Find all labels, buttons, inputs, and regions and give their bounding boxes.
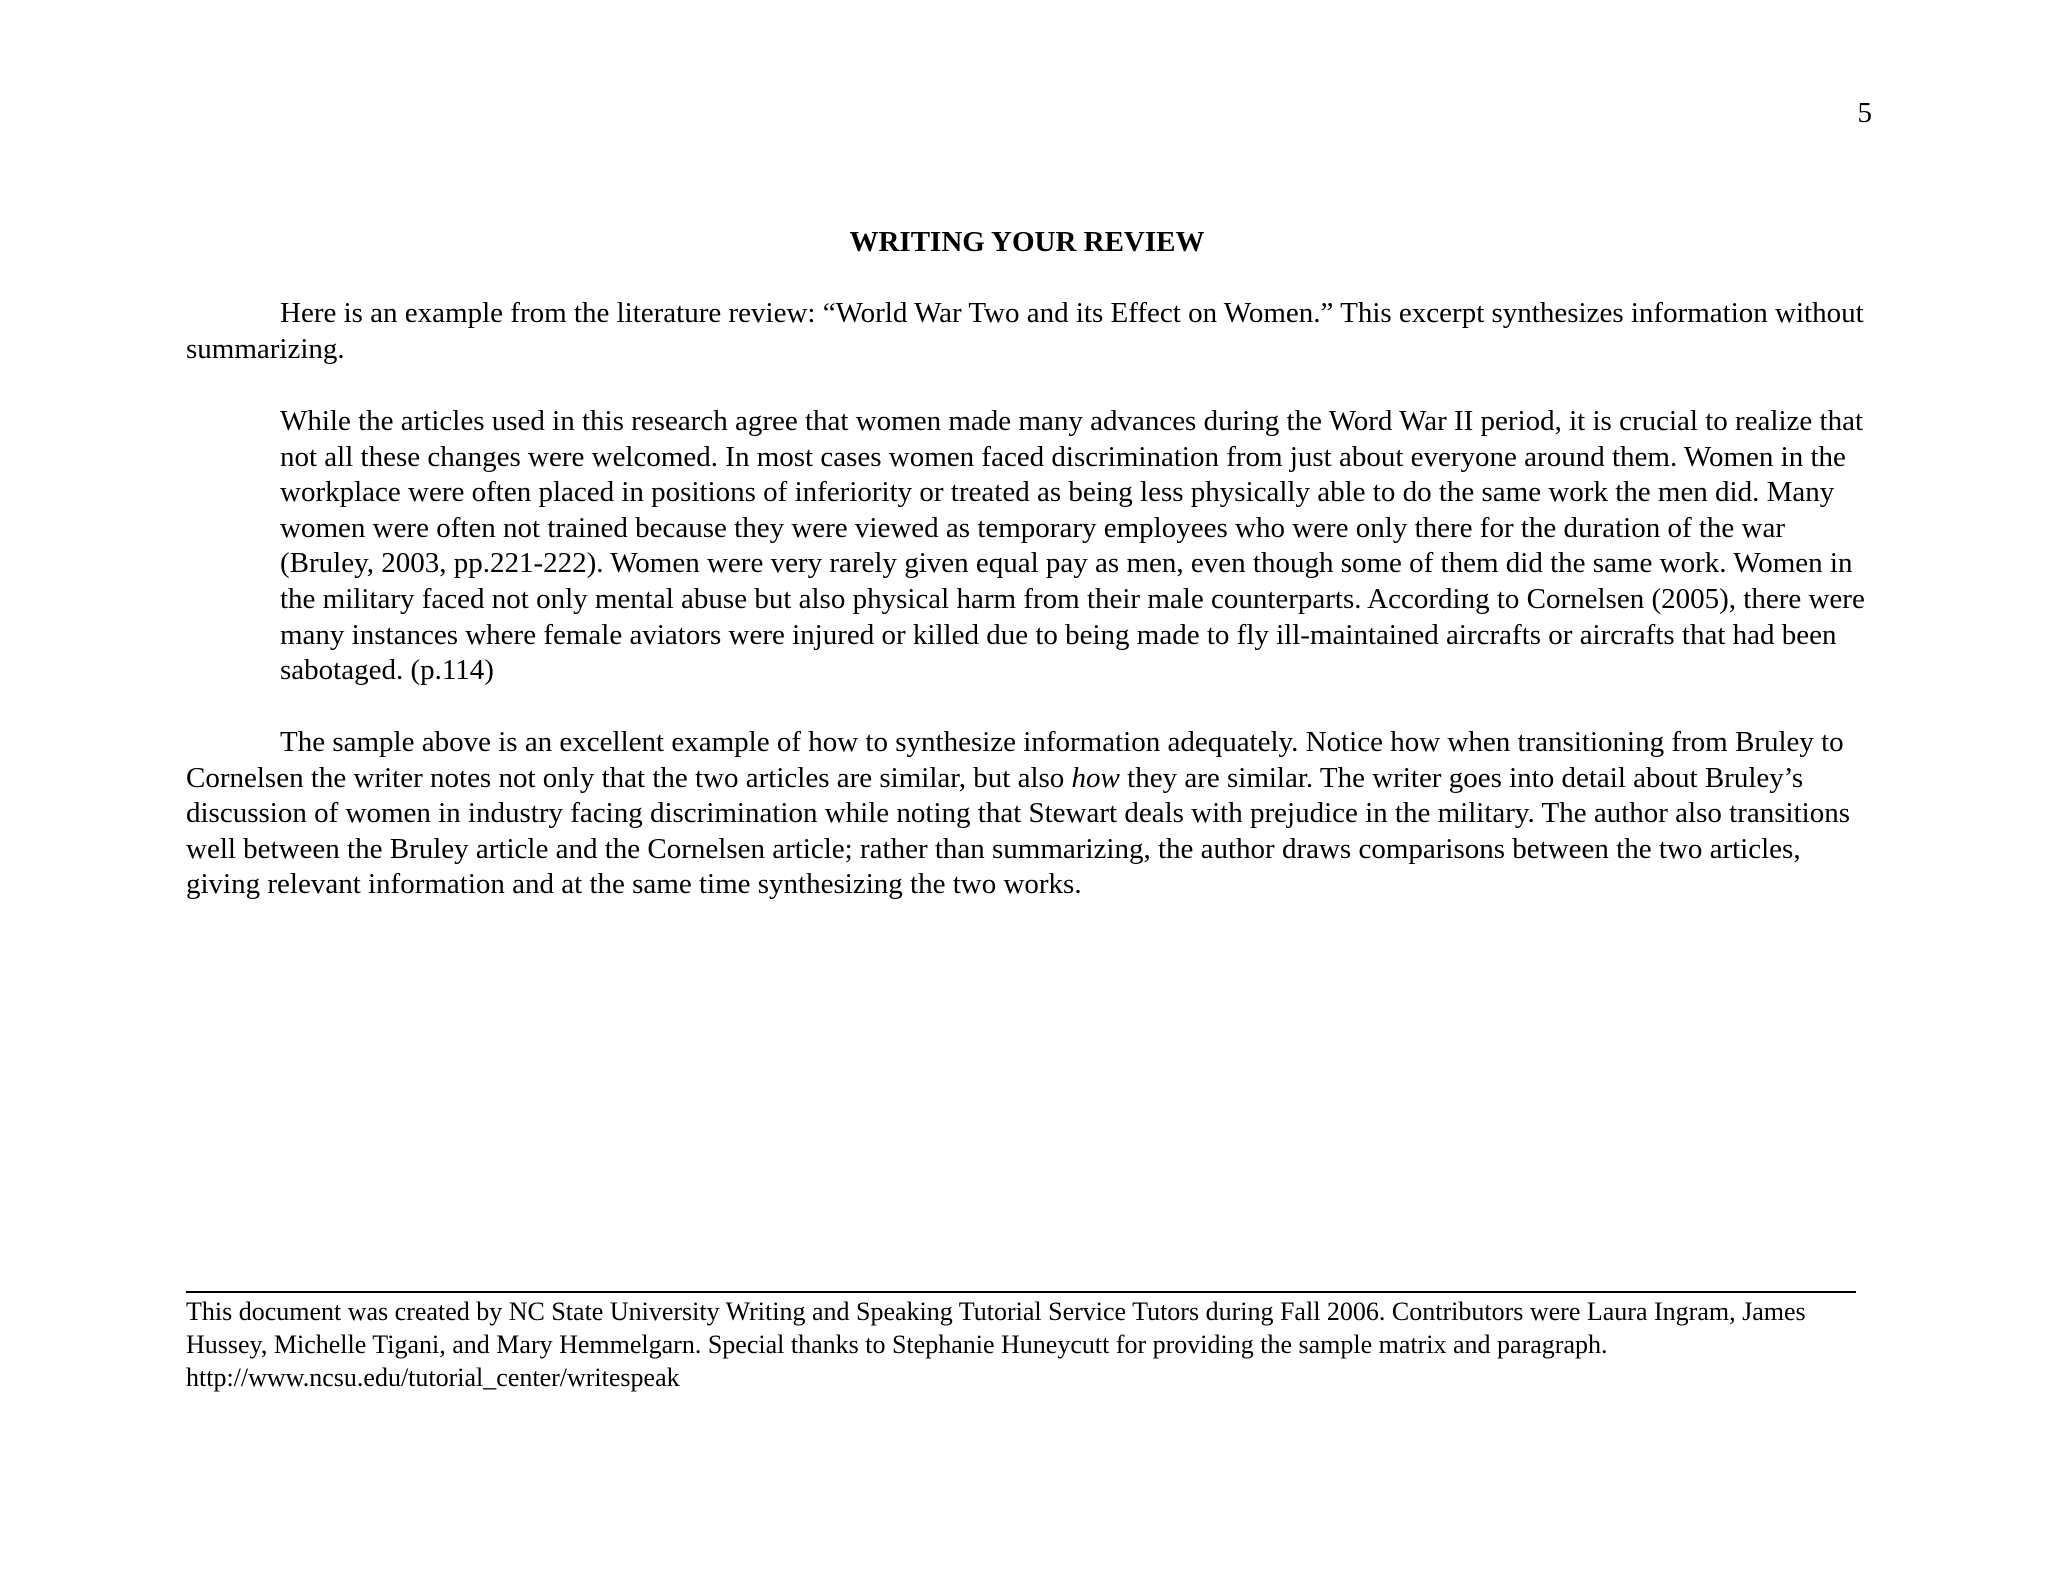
analysis-paragraph [186, 725, 1866, 903]
analysis-text-part1: The sample above is an excellent example of how to synthesize information adequately. Notice how when transitioning from Bruley to Cornelsen the writer notes not only that the two articles are similar, but also [186, 726, 1844, 794]
analysis-emphasis: how [1071, 761, 1120, 794]
analysis-text-part2: they are similar. The writer goes into detail about Bruley’s discussion of women in industry facing discrimination while noting that Stewart deals with prejudice in the military. The author also transitions well between the Bruley article and the Cornelsen article; rather than summarizing, the author draws comparisons between the two articles, giving relevant information and at the same time synthesizing the two works. [186, 761, 1850, 900]
intro-paragraph [186, 296, 1866, 367]
footer-divider [186, 1291, 1856, 1293]
intro-text: Here is an example from the literature review: “World War Two and its Effect on Women.” This excerpt synthesizes information without summarizing. [186, 297, 1864, 365]
footer-note: This document was created by NC State University Writing and Speaking Tutorial Service Tutors during Fall 2006. Contributors were Laura Ingram, James Hussey, Michelle Tigani, and Mary Hemmelgarn. Special thanks to Stephanie Huneycutt for providing the sample matrix and paragraph. http://www.ncsu.edu/tutorial_center/writespeak [186, 1297, 1806, 1392]
block-quote: While the articles used in this research agree that women made many advances during the Word War II period, it is crucial to realize that not all these changes were welcomed. In most cases women faced discrimination from just about everyone around them. Women in the workplace were often placed in positions of inferiority or treated as being less physically able to do the same work the men did. Many women were often not trained because they were viewed as temporary employees who were only there for the duration of the war (Bruley, 2003, pp.221-222). Women were very rarely given equal pay as men, even though some of them did the same work. Women in the military faced not only mental abuse but also physical harm from their male counterparts. According to Cornelsen (2005), there were many instances where female aviators were injured or killed due to being made to fly ill-maintained aircrafts or aircrafts that had been sabotaged. (p.114) [280, 405, 1865, 687]
page-title: WRITING YOUR REVIEW [849, 226, 1205, 258]
page-number: 5 [1857, 97, 1872, 129]
